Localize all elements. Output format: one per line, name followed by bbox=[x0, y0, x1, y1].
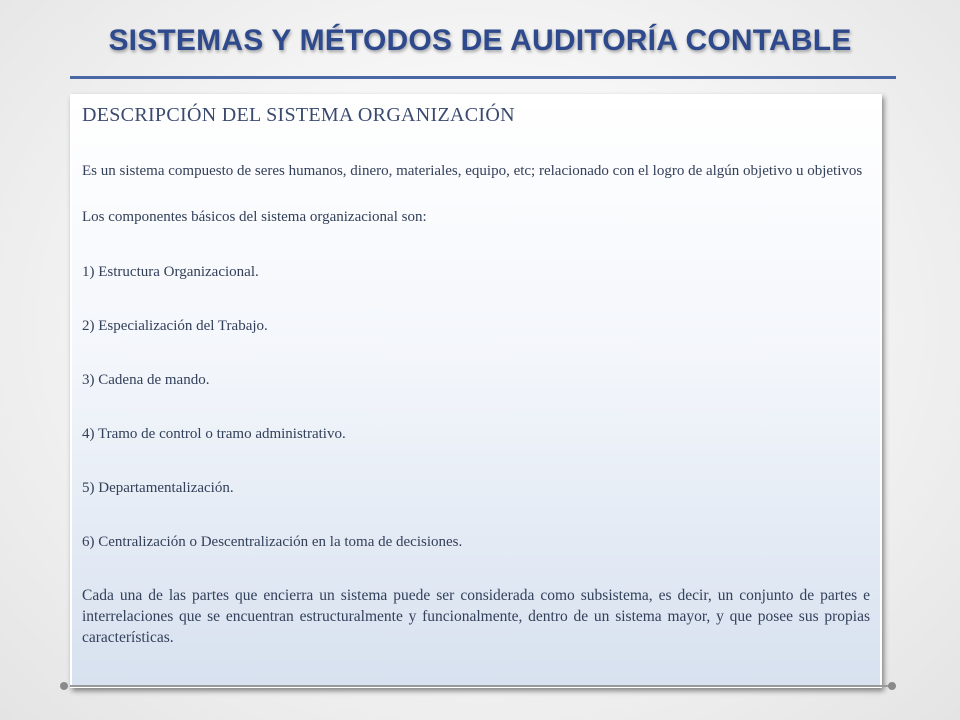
right-dot-icon bbox=[888, 682, 896, 690]
intro-paragraph: Es un sistema compuesto de seres humanos, dinero, materiales, equipo, etc; relacionado con el logro de algún objetivo u objetivos bbox=[82, 163, 863, 179]
components-list bbox=[82, 262, 870, 553]
components-intro: Los componentes básicos del sistema organizacional son: bbox=[82, 209, 427, 225]
section-heading: DESCRIPCIÓN DEL SISTEMA ORGANIZACIÓN bbox=[82, 104, 515, 126]
list-item: 4) Tramo de control o tramo administrativo. bbox=[82, 426, 346, 442]
content-box bbox=[70, 94, 882, 688]
list-item: 5) Departamentalización. bbox=[82, 480, 234, 496]
slide-title: SISTEMAS Y MÉTODOS DE AUDITORÍA CONTABLE bbox=[108, 24, 852, 57]
title-underline bbox=[70, 76, 896, 79]
list-item: 1) Estructura Organizacional. bbox=[82, 264, 259, 280]
list-item: 6) Centralización o Descentralización en la toma de decisiones. bbox=[82, 534, 463, 550]
closing-paragraph: Cada una de las partes que encierra un sistema puede ser considerada como subsistema, es decir, un conjunto de partes e interrelaciones que se encuentran estructuralmente y funcionalmente, dentro de un sistema mayor, y que posee sus propias características. bbox=[82, 587, 870, 646]
left-dot-icon bbox=[60, 682, 68, 690]
list-item: 2) Especialización del Trabajo. bbox=[82, 318, 268, 334]
bottom-divider bbox=[70, 685, 890, 687]
list-item: 3) Cadena de mando. bbox=[82, 372, 210, 388]
